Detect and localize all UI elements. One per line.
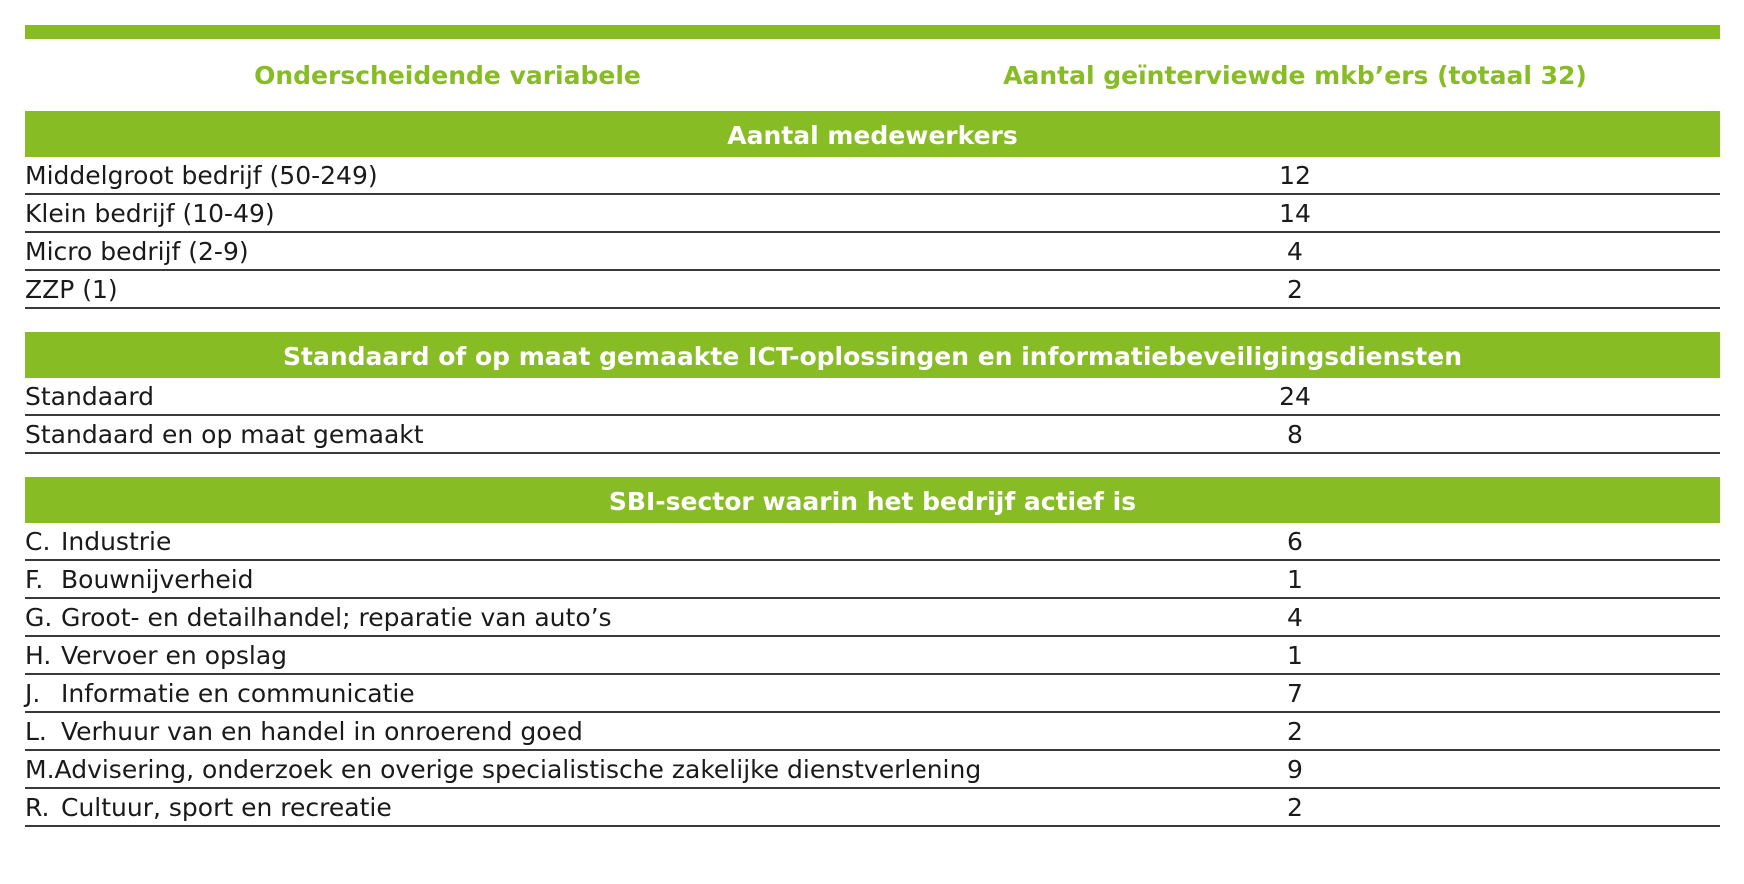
row-label-text: Cultuur, sport en recreatie xyxy=(61,792,392,822)
sector-code: M. xyxy=(25,754,55,784)
row-label-text: Middelgroot bedrijf (50-249) xyxy=(25,160,378,190)
sector-code: F. xyxy=(25,564,44,594)
row-count: 1 xyxy=(1287,640,1303,670)
column-header-variable: Onderscheidende variabele xyxy=(254,60,641,90)
row-label-text: ZZP (1) xyxy=(25,274,118,304)
sector-code: J. xyxy=(25,678,41,708)
respondent-table xyxy=(25,25,1720,827)
row-label xyxy=(25,717,870,746)
table-row xyxy=(25,195,1720,233)
row-count: 2 xyxy=(1287,792,1303,822)
row-count: 1 xyxy=(1287,564,1303,594)
table-row xyxy=(25,599,1720,637)
row-label xyxy=(25,603,870,632)
section-heading: Aantal medewerkers xyxy=(25,111,1720,157)
table-row xyxy=(25,789,1720,827)
sector-code: G. xyxy=(25,602,53,632)
row-label xyxy=(25,793,870,822)
column-header xyxy=(25,39,1720,111)
row-label-text: Informatie en communicatie xyxy=(61,678,415,708)
table-section xyxy=(25,477,1720,827)
row-label xyxy=(25,527,870,556)
row-count: 2 xyxy=(1287,716,1303,746)
table-row xyxy=(25,233,1720,271)
row-count: 8 xyxy=(1287,419,1303,449)
row-count: 4 xyxy=(1287,602,1303,632)
row-label xyxy=(25,754,982,784)
table-row xyxy=(25,271,1720,309)
row-label-text: Groot- en detailhandel; reparatie van auto’s xyxy=(61,602,612,632)
section-heading: SBI-sector waarin het bedrijf actief is xyxy=(25,477,1720,523)
section-heading: Standaard of op maat gemaakte ICT-oplossingen en informatiebeveiligingsdiensten xyxy=(25,332,1720,378)
row-count: 7 xyxy=(1287,678,1303,708)
row-label xyxy=(25,679,870,708)
table-section xyxy=(25,111,1720,309)
table-row xyxy=(25,637,1720,675)
column-header-count: Aantal geïnterviewde mkb’ers (totaal 32) xyxy=(1003,60,1587,90)
sector-code: H. xyxy=(25,640,52,670)
row-label xyxy=(25,161,870,190)
sector-code: R. xyxy=(25,792,50,822)
row-count: 14 xyxy=(1279,198,1311,228)
row-count: 24 xyxy=(1279,381,1311,411)
row-label-text: Industrie xyxy=(61,526,172,556)
row-label-text: Standaard xyxy=(25,381,155,411)
row-label-text: Klein bedrijf (10-49) xyxy=(25,198,275,228)
row-label-text: Vervoer en opslag xyxy=(61,640,288,670)
table-row xyxy=(25,675,1720,713)
row-count: 6 xyxy=(1287,526,1303,556)
sector-code: C. xyxy=(25,526,51,556)
table-sections xyxy=(25,111,1720,827)
table-row xyxy=(25,157,1720,195)
row-count: 2 xyxy=(1287,274,1303,304)
row-label xyxy=(25,275,870,304)
table-row xyxy=(25,378,1720,416)
table-row xyxy=(25,523,1720,561)
row-count: 9 xyxy=(1287,754,1303,784)
row-label-text: Bouwnijverheid xyxy=(61,564,254,594)
row-label xyxy=(25,641,870,670)
table-row xyxy=(25,751,1720,789)
row-count: 12 xyxy=(1279,160,1311,190)
table-section xyxy=(25,332,1720,454)
sector-code: L. xyxy=(25,716,47,746)
row-label-text: Standaard en op maat gemaakt xyxy=(25,419,424,449)
table-row xyxy=(25,561,1720,599)
table-row xyxy=(25,416,1720,454)
top-rule xyxy=(25,25,1720,39)
row-label-text: Advisering, onderzoek en overige specialistische zakelijke dienstverlening xyxy=(54,754,982,784)
row-label xyxy=(25,382,870,411)
table-row xyxy=(25,713,1720,751)
row-label xyxy=(25,565,870,594)
row-count: 4 xyxy=(1287,236,1303,266)
row-label-text: Verhuur van en handel in onroerend goed xyxy=(61,716,583,746)
row-label xyxy=(25,199,870,228)
row-label xyxy=(25,420,870,449)
row-label-text: Micro bedrijf (2-9) xyxy=(25,236,249,266)
row-label xyxy=(25,237,870,266)
